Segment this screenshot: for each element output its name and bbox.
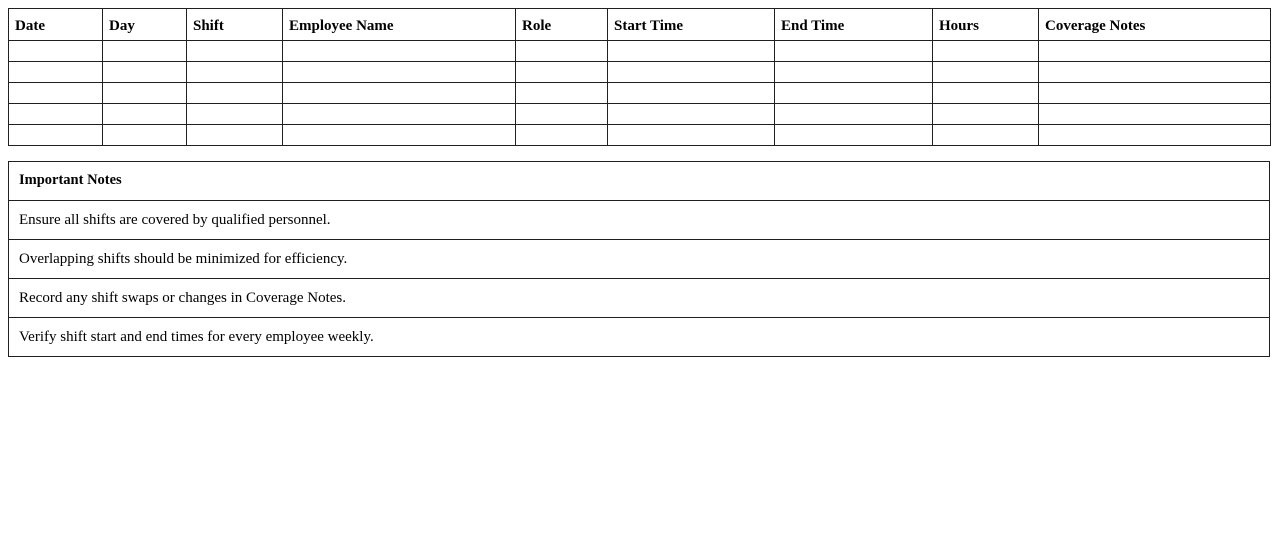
cell-date[interactable] (9, 62, 103, 83)
cell-start-time[interactable] (608, 83, 775, 104)
cell-start-time[interactable] (608, 104, 775, 125)
important-notes-table (8, 161, 1270, 357)
cell-shift[interactable] (187, 125, 283, 146)
cell-end-time[interactable] (775, 83, 933, 104)
column-header-coverage-notes: Coverage Notes (1039, 9, 1271, 41)
cell-shift[interactable] (187, 104, 283, 125)
cell-day[interactable] (103, 62, 187, 83)
cell-employee-name[interactable] (283, 125, 516, 146)
list-item (9, 240, 1270, 279)
cell-role[interactable] (516, 62, 608, 83)
cell-date[interactable] (9, 104, 103, 125)
table-row[interactable] (9, 104, 1271, 125)
table-row[interactable] (9, 83, 1271, 104)
important-notes-section (8, 161, 1270, 357)
cell-coverage-notes[interactable] (1039, 104, 1271, 125)
cell-end-time[interactable] (775, 41, 933, 62)
table-row[interactable] (9, 125, 1271, 146)
cell-day[interactable] (103, 41, 187, 62)
cell-hours[interactable] (933, 104, 1039, 125)
cell-employee-name[interactable] (283, 62, 516, 83)
cell-hours[interactable] (933, 125, 1039, 146)
cell-start-time[interactable] (608, 41, 775, 62)
cell-date[interactable] (9, 125, 103, 146)
note-text: Overlapping shifts should be minimized for efficiency. (9, 240, 1270, 279)
shift-schedule-table (8, 8, 1271, 146)
notes-table-body (9, 201, 1270, 357)
cell-coverage-notes[interactable] (1039, 62, 1271, 83)
note-text: Ensure all shifts are covered by qualified personnel. (9, 201, 1270, 240)
schedule-table-header (9, 9, 1271, 41)
cell-employee-name[interactable] (283, 41, 516, 62)
notes-header-row (9, 162, 1270, 201)
cell-end-time[interactable] (775, 125, 933, 146)
column-header-date: Date (9, 9, 103, 41)
cell-coverage-notes[interactable] (1039, 125, 1271, 146)
cell-shift[interactable] (187, 83, 283, 104)
cell-shift[interactable] (187, 62, 283, 83)
cell-role[interactable] (516, 41, 608, 62)
list-item (9, 201, 1270, 240)
cell-day[interactable] (103, 104, 187, 125)
column-header-hours: Hours (933, 9, 1039, 41)
list-item (9, 318, 1270, 357)
schedule-table-body (9, 41, 1271, 146)
table-header-row (9, 9, 1271, 41)
cell-role[interactable] (516, 104, 608, 125)
cell-end-time[interactable] (775, 62, 933, 83)
notes-header-label: Important Notes (9, 162, 1270, 201)
column-header-shift: Shift (187, 9, 283, 41)
column-header-start-time: Start Time (608, 9, 775, 41)
cell-day[interactable] (103, 83, 187, 104)
note-text: Verify shift start and end times for every employee weekly. (9, 318, 1270, 357)
cell-start-time[interactable] (608, 125, 775, 146)
cell-role[interactable] (516, 125, 608, 146)
cell-hours[interactable] (933, 83, 1039, 104)
table-row[interactable] (9, 41, 1271, 62)
cell-coverage-notes[interactable] (1039, 41, 1271, 62)
cell-hours[interactable] (933, 62, 1039, 83)
note-text: Record any shift swaps or changes in Coverage Notes. (9, 279, 1270, 318)
column-header-end-time: End Time (775, 9, 933, 41)
column-header-employee-name: Employee Name (283, 9, 516, 41)
cell-date[interactable] (9, 41, 103, 62)
cell-coverage-notes[interactable] (1039, 83, 1271, 104)
cell-employee-name[interactable] (283, 83, 516, 104)
cell-hours[interactable] (933, 41, 1039, 62)
column-header-role: Role (516, 9, 608, 41)
cell-employee-name[interactable] (283, 104, 516, 125)
table-row[interactable] (9, 62, 1271, 83)
cell-date[interactable] (9, 83, 103, 104)
cell-end-time[interactable] (775, 104, 933, 125)
column-header-day: Day (103, 9, 187, 41)
cell-shift[interactable] (187, 41, 283, 62)
cell-day[interactable] (103, 125, 187, 146)
cell-role[interactable] (516, 83, 608, 104)
list-item (9, 279, 1270, 318)
notes-table-header (9, 162, 1270, 201)
cell-start-time[interactable] (608, 62, 775, 83)
